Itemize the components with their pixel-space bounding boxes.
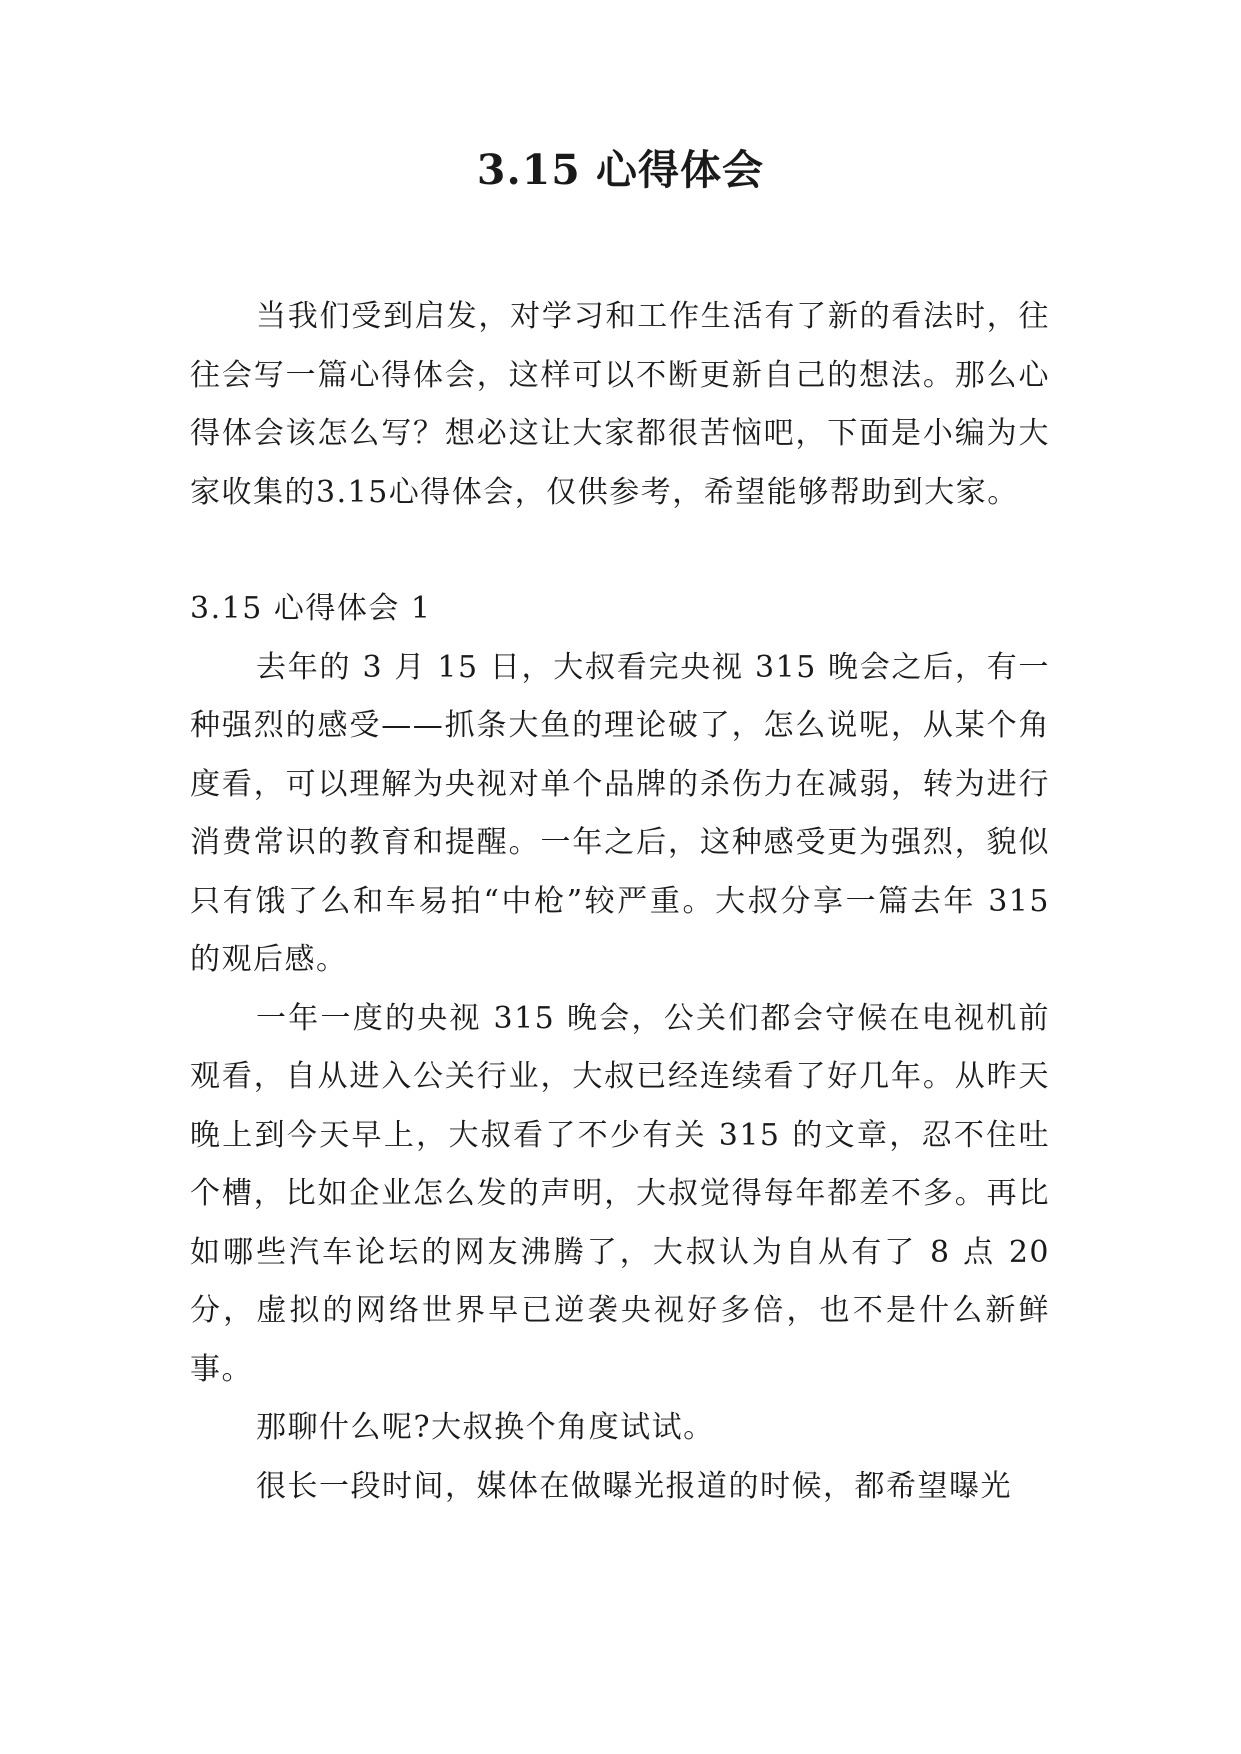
intro-paragraph: 当我们受到启发，对学习和工作生活有了新的看法时，往往会写一篇心得体会，这样可以不断更新自己的想法。那么心得体会该怎么写？想必这让大家都很苦恼吧，下面是小编为大家收集的3.15心得体会，仅供参考，希望能够帮助到大家。 [190, 299, 1050, 510]
body-paragraph-2: 一年一度的央视 315 晚会，公关们都会守候在电视机前观看，自从进入公关行业，大叔已经连续看了好几年。从昨天晚上到今天早上，大叔看了不少有关 315 的文章，忍不住吐个槽，比如企业怎么发的声明，大叔觉得每年都差不多。再比如哪些汽车论坛的网友沸腾了，大叔认为自从有了 8 点 20 分，虚拟的网络世界早已逆袭央视好多倍，也不是什么新鲜事。 [190, 1000, 1050, 1387]
page-title: 3.15 心得体会 [476, 146, 765, 194]
body-paragraph-3: 那聊什么呢?大叔换个角度试试。 [256, 1410, 715, 1445]
section-heading: 3.15 心得体会 1 [190, 591, 432, 626]
body-paragraph-1: 去年的 3 月 15 日，大叔看完央视 315 晚会之后，有一种强烈的感受——抓条大鱼的理论破了，怎么说呢，从某个角度看，可以理解为央视对单个品牌的杀伤力在减弱，转为进行消费常识的教育和提醒。一年之后，这种感受更为强烈，貌似只有饿了么和车易拍“中枪”较严重。大叔分享一篇去年 315 的观后感。 [190, 649, 1050, 977]
body-paragraph-4: 很长一段时间，媒体在做曝光报道的时候，都希望曝光 [256, 1468, 1012, 1504]
paragraph-spacer [190, 522, 1050, 580]
document-body [190, 288, 1050, 1516]
